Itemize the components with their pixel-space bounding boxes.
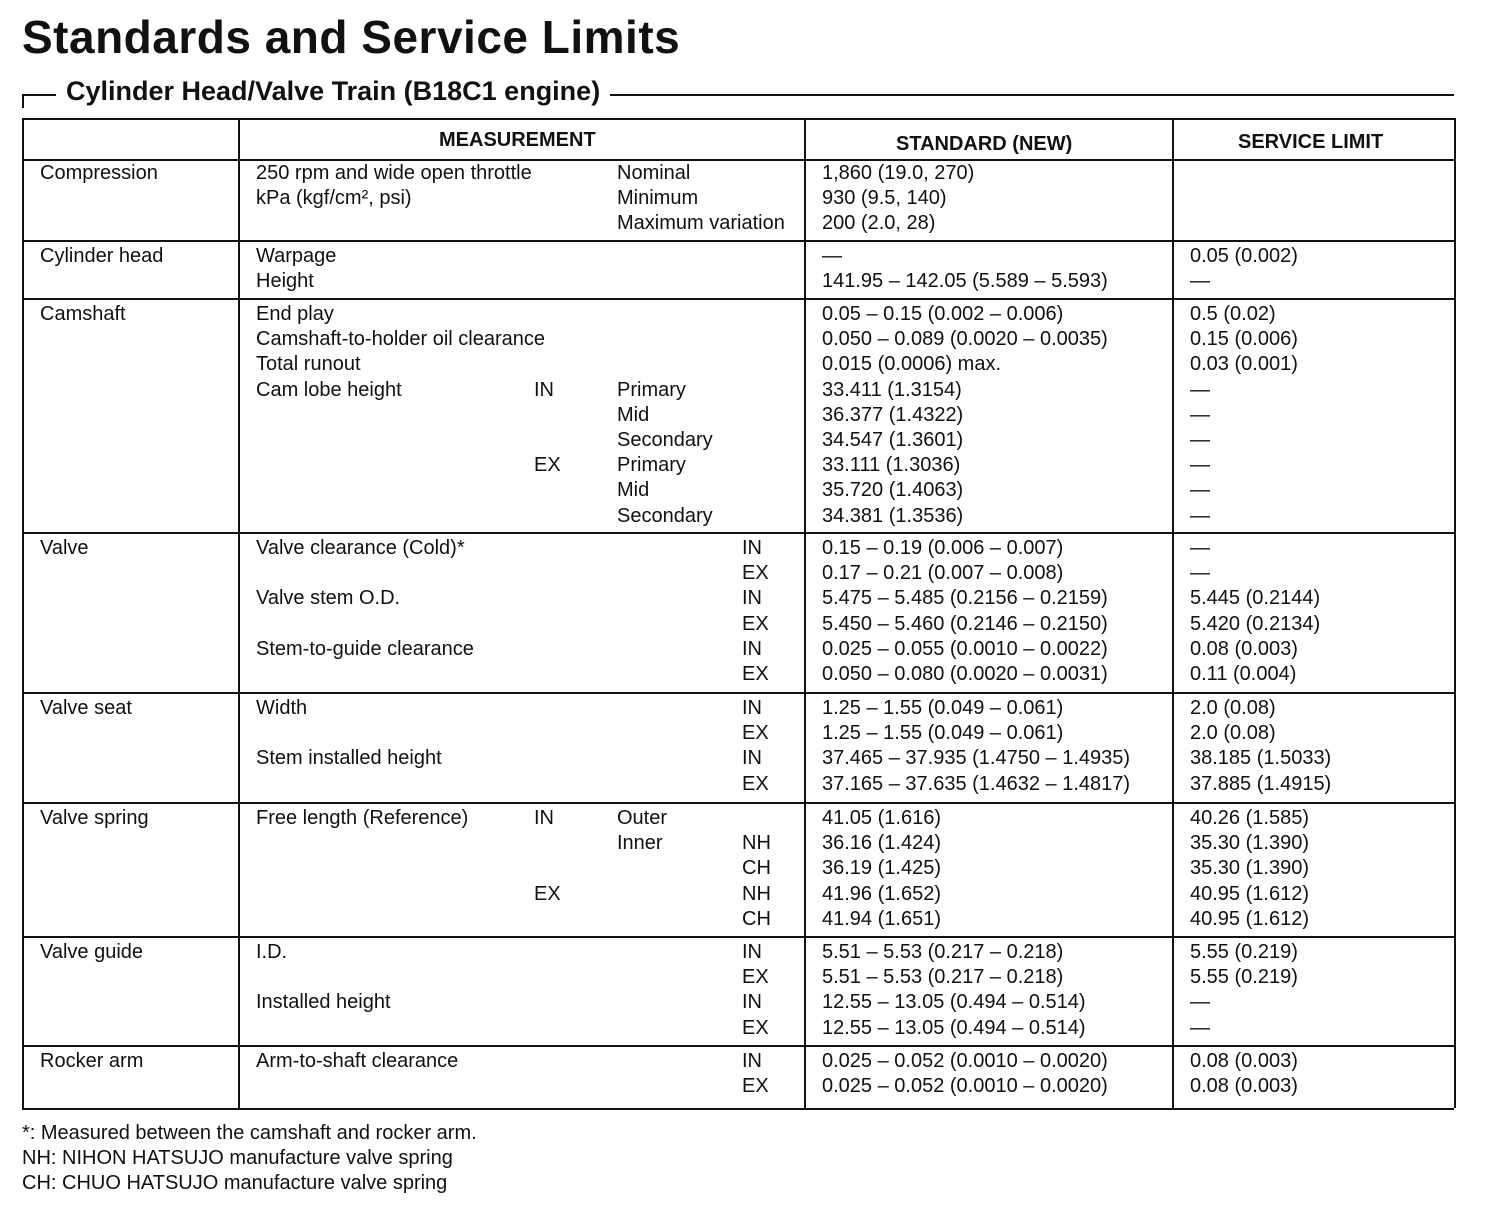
cell-lim: 0.05 (0.002) [1190, 245, 1298, 267]
row-item: Valve spring [40, 807, 149, 829]
cell-lim: — [1190, 404, 1210, 426]
column-divider [1172, 118, 1174, 1108]
header-divider [22, 159, 1454, 161]
cell-lim: — [1190, 537, 1210, 559]
cell-m4: IN [742, 537, 762, 559]
cell-m4: CH [742, 908, 771, 930]
cell-lim: — [1190, 379, 1210, 401]
cell-std: 0.050 – 0.080 (0.0020 – 0.0031) [822, 663, 1108, 685]
cell-std: 37.165 – 37.635 (1.4632 – 1.4817) [822, 773, 1131, 795]
row-divider [22, 298, 1454, 300]
cell-m1: Valve clearance (Cold)* [256, 537, 465, 559]
cell-lim: 5.445 (0.2144) [1190, 587, 1321, 609]
cell-std: 0.05 – 0.15 (0.002 – 0.006) [822, 303, 1064, 325]
cell-m4: EX [742, 773, 769, 795]
cell-std: 34.381 (1.3536) [822, 505, 964, 527]
cell-std: 34.547 (1.3601) [822, 429, 964, 451]
cell-m4: EX [742, 966, 769, 988]
page-title: Standards and Service Limits [22, 11, 681, 63]
row-item: Compression [40, 162, 158, 184]
row-divider [22, 240, 1454, 242]
cell-m4: CH [742, 857, 771, 879]
cell-std: 37.465 – 37.935 (1.4750 – 1.4935) [822, 747, 1131, 769]
section-rule-tick [22, 94, 24, 108]
cell-m1: Stem installed height [256, 747, 442, 769]
cell-std: 5.475 – 5.485 (0.2156 – 0.2159) [822, 587, 1108, 609]
column-divider [804, 118, 806, 1108]
cell-m3: Minimum [617, 187, 699, 209]
cell-lim: 40.26 (1.585) [1190, 807, 1309, 829]
cell-lim: 0.15 (0.006) [1190, 328, 1298, 350]
cell-m4: IN [742, 697, 762, 719]
row-divider [22, 936, 1454, 938]
cell-lim: 40.95 (1.612) [1190, 908, 1309, 930]
cell-lim: — [1190, 562, 1210, 584]
cell-lim: 35.30 (1.390) [1190, 832, 1309, 854]
cell-m1: kPa (kgf/cm², psi) [256, 187, 412, 209]
cell-lim: 5.420 (0.2134) [1190, 613, 1321, 635]
cell-m1: Total runout [256, 353, 361, 375]
cell-lim: — [1190, 505, 1210, 527]
cell-lim: 0.08 (0.003) [1190, 638, 1298, 660]
cell-m3: Mid [617, 404, 650, 426]
cell-m3: Outer [617, 807, 668, 829]
cell-lim: 35.30 (1.390) [1190, 857, 1309, 879]
cell-m3: Primary [617, 454, 686, 476]
cell-std: 0.17 – 0.21 (0.007 – 0.008) [822, 562, 1064, 584]
cell-lim: 40.95 (1.612) [1190, 883, 1309, 905]
specs-table [22, 118, 1454, 1108]
cell-m4: EX [742, 722, 769, 744]
cell-std: 41.05 (1.616) [822, 807, 941, 829]
header-service-limit: SERVICE LIMIT [1238, 131, 1384, 153]
cell-m3: Nominal [617, 162, 691, 184]
cell-lim: 0.03 (0.001) [1190, 353, 1298, 375]
cell-std: 1.25 – 1.55 (0.049 – 0.061) [822, 722, 1064, 744]
header-measurement: MEASUREMENT [439, 129, 596, 151]
cell-lim: — [1190, 270, 1210, 292]
row-item: Rocker arm [40, 1050, 144, 1072]
cell-m4: IN [742, 638, 762, 660]
cell-std: 33.411 (1.3154) [822, 379, 962, 401]
cell-m1: Camshaft-to-holder oil clearance [256, 328, 546, 350]
cell-m3: Secondary [617, 429, 713, 451]
cell-m1: Valve stem O.D. [256, 587, 401, 609]
cell-m1: Arm-to-shaft clearance [256, 1050, 459, 1072]
cell-m3: Primary [617, 379, 686, 401]
table-top-border [22, 118, 1454, 120]
cell-m4: EX [742, 663, 769, 685]
cell-std: 5.450 – 5.460 (0.2146 – 0.2150) [822, 613, 1108, 635]
cell-lim: 0.08 (0.003) [1190, 1050, 1298, 1072]
cell-std: 0.025 – 0.052 (0.0010 – 0.0020) [822, 1050, 1108, 1072]
column-divider [238, 118, 240, 1108]
cell-std: 0.050 – 0.089 (0.0020 – 0.0035) [822, 328, 1108, 350]
cell-m1: 250 rpm and wide open throttle [256, 162, 532, 184]
row-divider [22, 1045, 1454, 1047]
cell-m4: IN [742, 1050, 762, 1072]
cell-std: 1,860 (19.0, 270) [822, 162, 975, 184]
cell-std: 12.55 – 13.05 (0.494 – 0.514) [822, 1017, 1086, 1039]
cell-std: 5.51 – 5.53 (0.217 – 0.218) [822, 941, 1064, 963]
cell-m2: IN [534, 379, 554, 401]
cell-m3: Secondary [617, 505, 713, 527]
cell-std: 36.377 (1.4322) [822, 404, 964, 426]
row-divider [22, 532, 1454, 534]
cell-m2: EX [534, 454, 561, 476]
cell-m4: IN [742, 747, 762, 769]
cell-m4: EX [742, 562, 769, 584]
cell-std: 141.95 – 142.05 (5.589 – 5.593) [822, 270, 1108, 292]
cell-m3: Inner [617, 832, 663, 854]
footnote: CH: CHUO HATSUJO manufacture valve spring [22, 1172, 448, 1194]
cell-std: 0.025 – 0.055 (0.0010 – 0.0022) [822, 638, 1108, 660]
cell-std: 36.19 (1.425) [822, 857, 941, 879]
row-divider [22, 692, 1454, 694]
cell-m1: Cam lobe height [256, 379, 402, 401]
cell-m4: EX [742, 1075, 769, 1097]
cell-std: 1.25 – 1.55 (0.049 – 0.061) [822, 697, 1064, 719]
cell-m4: NH [742, 883, 771, 905]
cell-m1: Height [256, 270, 314, 292]
cell-m1: Stem-to-guide clearance [256, 638, 474, 660]
row-item: Valve guide [40, 941, 144, 963]
row-item: Cylinder head [40, 245, 164, 267]
cell-m4: IN [742, 587, 762, 609]
cell-m1: Free length (Reference) [256, 807, 469, 829]
cell-lim: 38.185 (1.5033) [1190, 747, 1332, 769]
footnote: *: Measured between the camshaft and rocker arm. [22, 1122, 477, 1144]
cell-std: 5.51 – 5.53 (0.217 – 0.218) [822, 966, 1064, 988]
cell-m4: IN [742, 991, 762, 1013]
row-divider [22, 802, 1454, 804]
cell-std: — [822, 245, 842, 267]
cell-m1: Width [256, 697, 308, 719]
cell-lim: — [1190, 1017, 1210, 1039]
cell-std: 0.015 (0.0006) max. [822, 353, 1001, 375]
cell-lim: 5.55 (0.219) [1190, 966, 1298, 988]
row-item: Valve [40, 537, 89, 559]
cell-lim: 2.0 (0.08) [1190, 697, 1276, 719]
cell-std: 930 (9.5, 140) [822, 187, 947, 209]
table-left-border [22, 118, 24, 1108]
cell-std: 200 (2.0, 28) [822, 212, 936, 234]
cell-m1: I.D. [256, 941, 288, 963]
row-item: Camshaft [40, 303, 126, 325]
cell-std: 0.15 – 0.19 (0.006 – 0.007) [822, 537, 1064, 559]
cell-std: 33.111 (1.3036) [822, 454, 961, 476]
cell-m2: EX [534, 883, 561, 905]
cell-lim: — [1190, 991, 1210, 1013]
cell-std: 35.720 (1.4063) [822, 479, 964, 501]
section-title: Cylinder Head/Valve Train (B18C1 engine) [56, 76, 610, 107]
cell-m4: NH [742, 832, 771, 854]
footnote: NH: NIHON HATSUJO manufacture valve spring [22, 1147, 453, 1169]
cell-lim: 37.885 (1.4915) [1190, 773, 1332, 795]
cell-lim: — [1190, 454, 1210, 476]
cell-std: 0.025 – 0.052 (0.0010 – 0.0020) [822, 1075, 1108, 1097]
cell-std: 41.96 (1.652) [822, 883, 941, 905]
cell-m1: Installed height [256, 991, 391, 1013]
cell-lim: 0.11 (0.004) [1190, 663, 1297, 685]
cell-std: 36.16 (1.424) [822, 832, 941, 854]
table-right-border [1454, 118, 1456, 1108]
cell-m2: IN [534, 807, 554, 829]
table-bottom-border [22, 1108, 1454, 1110]
cell-lim: — [1190, 429, 1210, 451]
cell-m3: Maximum variation [617, 212, 785, 234]
cell-m4: IN [742, 941, 762, 963]
cell-m4: EX [742, 613, 769, 635]
cell-std: 41.94 (1.651) [822, 908, 941, 930]
cell-lim: 2.0 (0.08) [1190, 722, 1276, 744]
cell-lim: 0.5 (0.02) [1190, 303, 1276, 325]
cell-m1: Warpage [256, 245, 337, 267]
cell-m3: Mid [617, 479, 650, 501]
row-item: Valve seat [40, 697, 132, 719]
cell-m1: End play [256, 303, 334, 325]
cell-lim: 5.55 (0.219) [1190, 941, 1298, 963]
header-standard: STANDARD (NEW) [896, 133, 1073, 155]
cell-lim: — [1190, 479, 1210, 501]
cell-lim: 0.08 (0.003) [1190, 1075, 1298, 1097]
cell-std: 12.55 – 13.05 (0.494 – 0.514) [822, 991, 1086, 1013]
cell-m4: EX [742, 1017, 769, 1039]
